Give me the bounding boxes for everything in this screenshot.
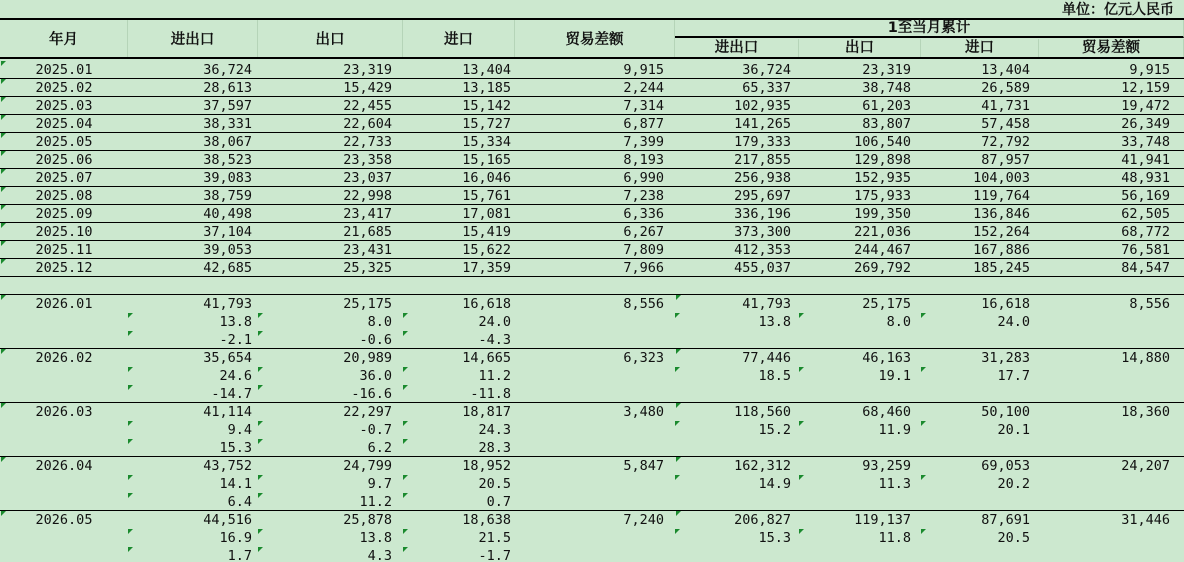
cell-yoy-cum-export: 19.1 xyxy=(878,368,911,384)
cell-export: 22,604 xyxy=(343,116,392,132)
cell-balance: 7,399 xyxy=(623,134,664,150)
cell-total: 37,597 xyxy=(203,98,252,114)
cell-cum-export: 221,036 xyxy=(854,224,911,240)
cell-cum-import: 13,404 xyxy=(981,62,1030,78)
cell-marker-icon xyxy=(1,61,6,66)
cell-cum-import: 185,245 xyxy=(973,260,1030,276)
cell-export: 21,685 xyxy=(343,224,392,240)
cell-cum-export: 68,460 xyxy=(862,404,911,420)
cell-balance: 6,877 xyxy=(623,116,664,132)
cell-cum-balance: 9,915 xyxy=(1129,62,1170,78)
cell-yoy-export: 13.8 xyxy=(359,530,392,546)
cell-year-month: 2025.12 xyxy=(35,260,93,276)
cell-yoy-total: 24.6 xyxy=(219,368,252,384)
table-row xyxy=(0,259,1184,277)
cell-cum-balance: 84,547 xyxy=(1121,260,1170,276)
table-row-mom xyxy=(0,385,1184,403)
cell-export: 25,878 xyxy=(343,512,392,528)
header-balance: 贸易差额 xyxy=(515,20,675,57)
cell-mom-export: 11.2 xyxy=(359,494,392,510)
cell-cum-balance: 19,472 xyxy=(1121,98,1170,114)
cell-export: 23,037 xyxy=(343,170,392,186)
cell-cum-export: 129,898 xyxy=(854,152,911,168)
cell-yoy-cum-export: 11.9 xyxy=(878,422,911,438)
cell-cum-import: 136,846 xyxy=(973,206,1030,222)
cell-cum-export: 83,807 xyxy=(862,116,911,132)
header-bottom-rule xyxy=(0,57,1184,59)
table-row-yoy xyxy=(0,367,1184,385)
table-row xyxy=(0,457,1184,475)
cell-balance: 9,915 xyxy=(623,62,664,78)
table-row xyxy=(0,115,1184,133)
cell-cum-balance: 33,748 xyxy=(1121,134,1170,150)
cell-total: 38,067 xyxy=(203,134,252,150)
cell-cum-export: 93,259 xyxy=(862,458,911,474)
header-export: 出口 xyxy=(258,20,403,57)
cell-cum-total: 206,827 xyxy=(734,512,791,528)
cell-yoy-cum-total: 13.8 xyxy=(758,314,791,330)
cell-cum-import: 152,264 xyxy=(973,224,1030,240)
cell-cum-export: 23,319 xyxy=(862,62,911,78)
cell-mom-total: -14.7 xyxy=(211,386,252,402)
cell-year-month: 2025.11 xyxy=(35,242,93,258)
table-row-yoy xyxy=(0,313,1184,331)
cell-balance: 7,314 xyxy=(623,98,664,114)
header-year-month: 年月 xyxy=(0,20,128,57)
cell-cum-export: 119,137 xyxy=(854,512,911,528)
cell-year-month: 2026.05 xyxy=(35,512,93,528)
header-total: 进出口 xyxy=(128,20,258,57)
cell-marker-icon xyxy=(1,79,6,84)
table-row xyxy=(0,349,1184,367)
table-row-yoy xyxy=(0,529,1184,547)
cell-export: 22,733 xyxy=(343,134,392,150)
cell-year-month: 2025.03 xyxy=(35,98,93,114)
cell-marker-icon xyxy=(1,241,6,246)
cell-mom-import: -11.8 xyxy=(470,386,511,402)
cell-cum-export: 25,175 xyxy=(862,296,911,312)
cell-cum-balance: 56,169 xyxy=(1121,188,1170,204)
cell-cum-total: 102,935 xyxy=(734,98,791,114)
cell-balance: 8,556 xyxy=(623,296,664,312)
cell-marker-icon xyxy=(1,295,6,300)
cell-cum-export: 61,203 xyxy=(862,98,911,114)
cell-cum-balance: 48,931 xyxy=(1121,170,1170,186)
cell-mom-import: -1.7 xyxy=(478,548,511,562)
cell-cum-total: 179,333 xyxy=(734,134,791,150)
cell-cum-total: 412,353 xyxy=(734,242,791,258)
cell-marker-icon xyxy=(1,349,6,354)
cell-mom-import: -4.3 xyxy=(478,332,511,348)
cell-balance: 6,990 xyxy=(623,170,664,186)
cell-cum-total: 141,265 xyxy=(734,116,791,132)
cell-year-month: 2026.01 xyxy=(35,296,93,312)
cell-balance: 2,244 xyxy=(623,80,664,96)
header-cum-import: 进口 xyxy=(921,39,1039,58)
cell-import: 17,359 xyxy=(462,260,511,276)
cell-cum-balance: 31,446 xyxy=(1121,512,1170,528)
cell-total: 28,613 xyxy=(203,80,252,96)
cell-year-month: 2026.04 xyxy=(35,458,93,474)
table-row-yoy xyxy=(0,475,1184,493)
cell-import: 16,618 xyxy=(462,296,511,312)
cell-cum-import: 87,957 xyxy=(981,152,1030,168)
cell-balance: 7,238 xyxy=(623,188,664,204)
cell-yoy-import: 24.0 xyxy=(478,314,511,330)
cell-cum-import: 57,458 xyxy=(981,116,1030,132)
table-row-mom xyxy=(0,331,1184,349)
cell-mom-export: -0.6 xyxy=(359,332,392,348)
cell-year-month: 2025.05 xyxy=(35,134,93,150)
cell-total: 36,724 xyxy=(203,62,252,78)
header-cum-export: 出口 xyxy=(799,39,921,58)
cell-cum-export: 269,792 xyxy=(854,260,911,276)
cell-balance: 6,336 xyxy=(623,206,664,222)
table-row xyxy=(0,511,1184,529)
cell-year-month: 2025.08 xyxy=(35,188,93,204)
table-row xyxy=(0,187,1184,205)
table-row-yoy xyxy=(0,421,1184,439)
cell-cum-balance: 8,556 xyxy=(1129,296,1170,312)
cell-import: 18,817 xyxy=(462,404,511,420)
table-row xyxy=(0,169,1184,187)
cell-mom-total: 6.4 xyxy=(227,494,252,510)
table-row-mom xyxy=(0,493,1184,511)
cell-mom-export: 6.2 xyxy=(367,440,392,456)
blank-row xyxy=(0,277,1184,295)
cell-export: 23,417 xyxy=(343,206,392,222)
cell-cum-total: 455,037 xyxy=(734,260,791,276)
cell-cum-import: 41,731 xyxy=(981,98,1030,114)
cell-marker-icon xyxy=(1,205,6,210)
cell-yoy-total: 13.8 xyxy=(219,314,252,330)
cell-yoy-export: -0.7 xyxy=(359,422,392,438)
cell-year-month: 2025.02 xyxy=(35,80,93,96)
cell-marker-icon xyxy=(1,259,6,264)
table-row xyxy=(0,97,1184,115)
cell-marker-icon xyxy=(1,133,6,138)
cell-marker-icon xyxy=(1,511,6,516)
cell-balance: 8,193 xyxy=(623,152,664,168)
cell-balance: 7,240 xyxy=(623,512,664,528)
cell-mom-import: 28.3 xyxy=(478,440,511,456)
table-row-mom xyxy=(0,547,1184,562)
cell-balance: 6,267 xyxy=(623,224,664,240)
table-row xyxy=(0,79,1184,97)
cell-import: 14,665 xyxy=(462,350,511,366)
cell-import: 18,952 xyxy=(462,458,511,474)
cell-cum-export: 175,933 xyxy=(854,188,911,204)
cell-cum-import: 104,003 xyxy=(973,170,1030,186)
cell-import: 15,419 xyxy=(462,224,511,240)
cell-export: 22,998 xyxy=(343,188,392,204)
cell-cum-balance: 76,581 xyxy=(1121,242,1170,258)
cell-import: 15,727 xyxy=(462,116,511,132)
cell-yoy-total: 14.1 xyxy=(219,476,252,492)
cell-cum-total: 162,312 xyxy=(734,458,791,474)
cell-import: 15,334 xyxy=(462,134,511,150)
cell-cum-balance: 18,360 xyxy=(1121,404,1170,420)
cell-import: 15,165 xyxy=(462,152,511,168)
cell-year-month: 2025.09 xyxy=(35,206,93,222)
cell-cum-export: 152,935 xyxy=(854,170,911,186)
cell-export: 25,175 xyxy=(343,296,392,312)
cell-total: 37,104 xyxy=(203,224,252,240)
cell-balance: 5,847 xyxy=(623,458,664,474)
header-cum-total: 进出口 xyxy=(675,39,799,58)
cell-yoy-cum-import: 24.0 xyxy=(997,314,1030,330)
header-cumulative: 1至当月累计 xyxy=(675,20,1184,38)
cell-mom-total: -2.1 xyxy=(219,332,252,348)
cell-yoy-cum-total: 14.9 xyxy=(758,476,791,492)
table-row xyxy=(0,151,1184,169)
cell-export: 25,325 xyxy=(343,260,392,276)
cell-yoy-cum-import: 20.2 xyxy=(997,476,1030,492)
cell-yoy-export: 8.0 xyxy=(367,314,392,330)
cell-total: 38,331 xyxy=(203,116,252,132)
cell-export: 15,429 xyxy=(343,80,392,96)
table-row xyxy=(0,205,1184,223)
cell-export: 23,319 xyxy=(343,62,392,78)
cell-cum-export: 46,163 xyxy=(862,350,911,366)
cell-total: 43,752 xyxy=(203,458,252,474)
cell-cum-total: 295,697 xyxy=(734,188,791,204)
cell-cum-total: 118,560 xyxy=(734,404,791,420)
cell-total: 39,053 xyxy=(203,242,252,258)
cell-cum-balance: 41,941 xyxy=(1121,152,1170,168)
cell-balance: 6,323 xyxy=(623,350,664,366)
cell-mom-export: 4.3 xyxy=(367,548,392,562)
cell-total: 38,759 xyxy=(203,188,252,204)
cell-yoy-export: 36.0 xyxy=(359,368,392,384)
cell-year-month: 2025.10 xyxy=(35,224,93,240)
cell-yoy-import: 21.5 xyxy=(478,530,511,546)
cell-yoy-total: 9.4 xyxy=(227,422,252,438)
cell-cum-total: 373,300 xyxy=(734,224,791,240)
cell-marker-icon xyxy=(1,151,6,156)
cell-cum-import: 87,691 xyxy=(981,512,1030,528)
cell-yoy-cum-total: 15.3 xyxy=(758,530,791,546)
table-row-mom xyxy=(0,439,1184,457)
cell-balance: 7,809 xyxy=(623,242,664,258)
cell-balance: 3,480 xyxy=(623,404,664,420)
cell-yoy-cum-export: 11.3 xyxy=(878,476,911,492)
cell-cum-import: 50,100 xyxy=(981,404,1030,420)
cell-mom-import: 0.7 xyxy=(486,494,511,510)
cell-cum-total: 77,446 xyxy=(742,350,791,366)
cell-yoy-cum-import: 20.1 xyxy=(997,422,1030,438)
cell-cum-balance: 26,349 xyxy=(1121,116,1170,132)
table-row xyxy=(0,133,1184,151)
cell-balance: 7,966 xyxy=(623,260,664,276)
cell-import: 13,185 xyxy=(462,80,511,96)
cell-export: 22,297 xyxy=(343,404,392,420)
cell-mom-total: 15.3 xyxy=(219,440,252,456)
cell-cum-total: 36,724 xyxy=(742,62,791,78)
cell-cum-import: 119,764 xyxy=(973,188,1030,204)
cell-cum-export: 199,350 xyxy=(854,206,911,222)
cell-cum-import: 31,283 xyxy=(981,350,1030,366)
cell-cum-balance: 68,772 xyxy=(1121,224,1170,240)
table-row xyxy=(0,223,1184,241)
cell-cum-balance: 12,159 xyxy=(1121,80,1170,96)
cell-yoy-cum-import: 17.7 xyxy=(997,368,1030,384)
header-cum-balance: 贸易差额 xyxy=(1039,39,1184,58)
cell-mom-total: 1.7 xyxy=(227,548,252,562)
table-row xyxy=(0,241,1184,259)
cell-export: 22,455 xyxy=(343,98,392,114)
cell-cum-import: 69,053 xyxy=(981,458,1030,474)
cell-total: 39,083 xyxy=(203,170,252,186)
cell-cum-export: 106,540 xyxy=(854,134,911,150)
cell-import: 15,142 xyxy=(462,98,511,114)
cell-cum-total: 336,196 xyxy=(734,206,791,222)
cell-total: 38,523 xyxy=(203,152,252,168)
cell-cum-balance: 14,880 xyxy=(1121,350,1170,366)
cell-export: 20,989 xyxy=(343,350,392,366)
cell-yoy-cum-total: 18.5 xyxy=(758,368,791,384)
cell-cum-balance: 62,505 xyxy=(1121,206,1170,222)
cell-marker-icon xyxy=(1,97,6,102)
cell-cum-total: 217,855 xyxy=(734,152,791,168)
cell-mom-export: -16.6 xyxy=(351,386,392,402)
cell-cum-import: 16,618 xyxy=(981,296,1030,312)
cell-cum-total: 41,793 xyxy=(742,296,791,312)
cell-total: 40,498 xyxy=(203,206,252,222)
cell-yoy-import: 20.5 xyxy=(478,476,511,492)
cell-year-month: 2025.01 xyxy=(35,62,93,78)
cell-cum-export: 244,467 xyxy=(854,242,911,258)
cell-cum-import: 26,589 xyxy=(981,80,1030,96)
cell-marker-icon xyxy=(1,115,6,120)
cell-total: 41,114 xyxy=(203,404,252,420)
cell-year-month: 2026.03 xyxy=(35,404,93,420)
cell-import: 18,638 xyxy=(462,512,511,528)
cell-import: 15,761 xyxy=(462,188,511,204)
cell-total: 44,516 xyxy=(203,512,252,528)
cell-marker-icon xyxy=(1,403,6,408)
cell-yoy-cum-total: 15.2 xyxy=(758,422,791,438)
cell-year-month: 2026.02 xyxy=(35,350,93,366)
cell-marker-icon xyxy=(1,187,6,192)
cell-total: 42,685 xyxy=(203,260,252,276)
cell-cum-balance: 24,207 xyxy=(1121,458,1170,474)
cell-export: 23,358 xyxy=(343,152,392,168)
header-import: 进口 xyxy=(403,20,515,57)
table-row xyxy=(0,403,1184,421)
cell-marker-icon xyxy=(1,169,6,174)
cell-yoy-cum-import: 20.5 xyxy=(997,530,1030,546)
cell-year-month: 2025.07 xyxy=(35,170,93,186)
cell-yoy-export: 9.7 xyxy=(367,476,392,492)
cell-year-month: 2025.04 xyxy=(35,116,93,132)
cell-cum-total: 256,938 xyxy=(734,170,791,186)
cell-total: 41,793 xyxy=(203,296,252,312)
cell-cum-import: 167,886 xyxy=(973,242,1030,258)
cell-yoy-import: 24.3 xyxy=(478,422,511,438)
table-row xyxy=(0,295,1184,313)
cell-yoy-import: 11.2 xyxy=(478,368,511,384)
cell-year-month: 2025.06 xyxy=(35,152,93,168)
cell-marker-icon xyxy=(1,223,6,228)
cell-cum-export: 38,748 xyxy=(862,80,911,96)
cell-export: 24,799 xyxy=(343,458,392,474)
cell-cum-total: 65,337 xyxy=(742,80,791,96)
cell-yoy-cum-export: 11.8 xyxy=(878,530,911,546)
cell-export: 23,431 xyxy=(343,242,392,258)
cell-yoy-total: 16.9 xyxy=(219,530,252,546)
cell-import: 13,404 xyxy=(462,62,511,78)
table-row xyxy=(0,61,1184,79)
cell-cum-import: 72,792 xyxy=(981,134,1030,150)
cell-total: 35,654 xyxy=(203,350,252,366)
cell-import: 15,622 xyxy=(462,242,511,258)
cell-import: 17,081 xyxy=(462,206,511,222)
cell-marker-icon xyxy=(1,457,6,462)
cell-yoy-cum-export: 8.0 xyxy=(886,314,911,330)
unit-label: 单位：亿元人民币 xyxy=(1062,2,1174,18)
cell-import: 16,046 xyxy=(462,170,511,186)
